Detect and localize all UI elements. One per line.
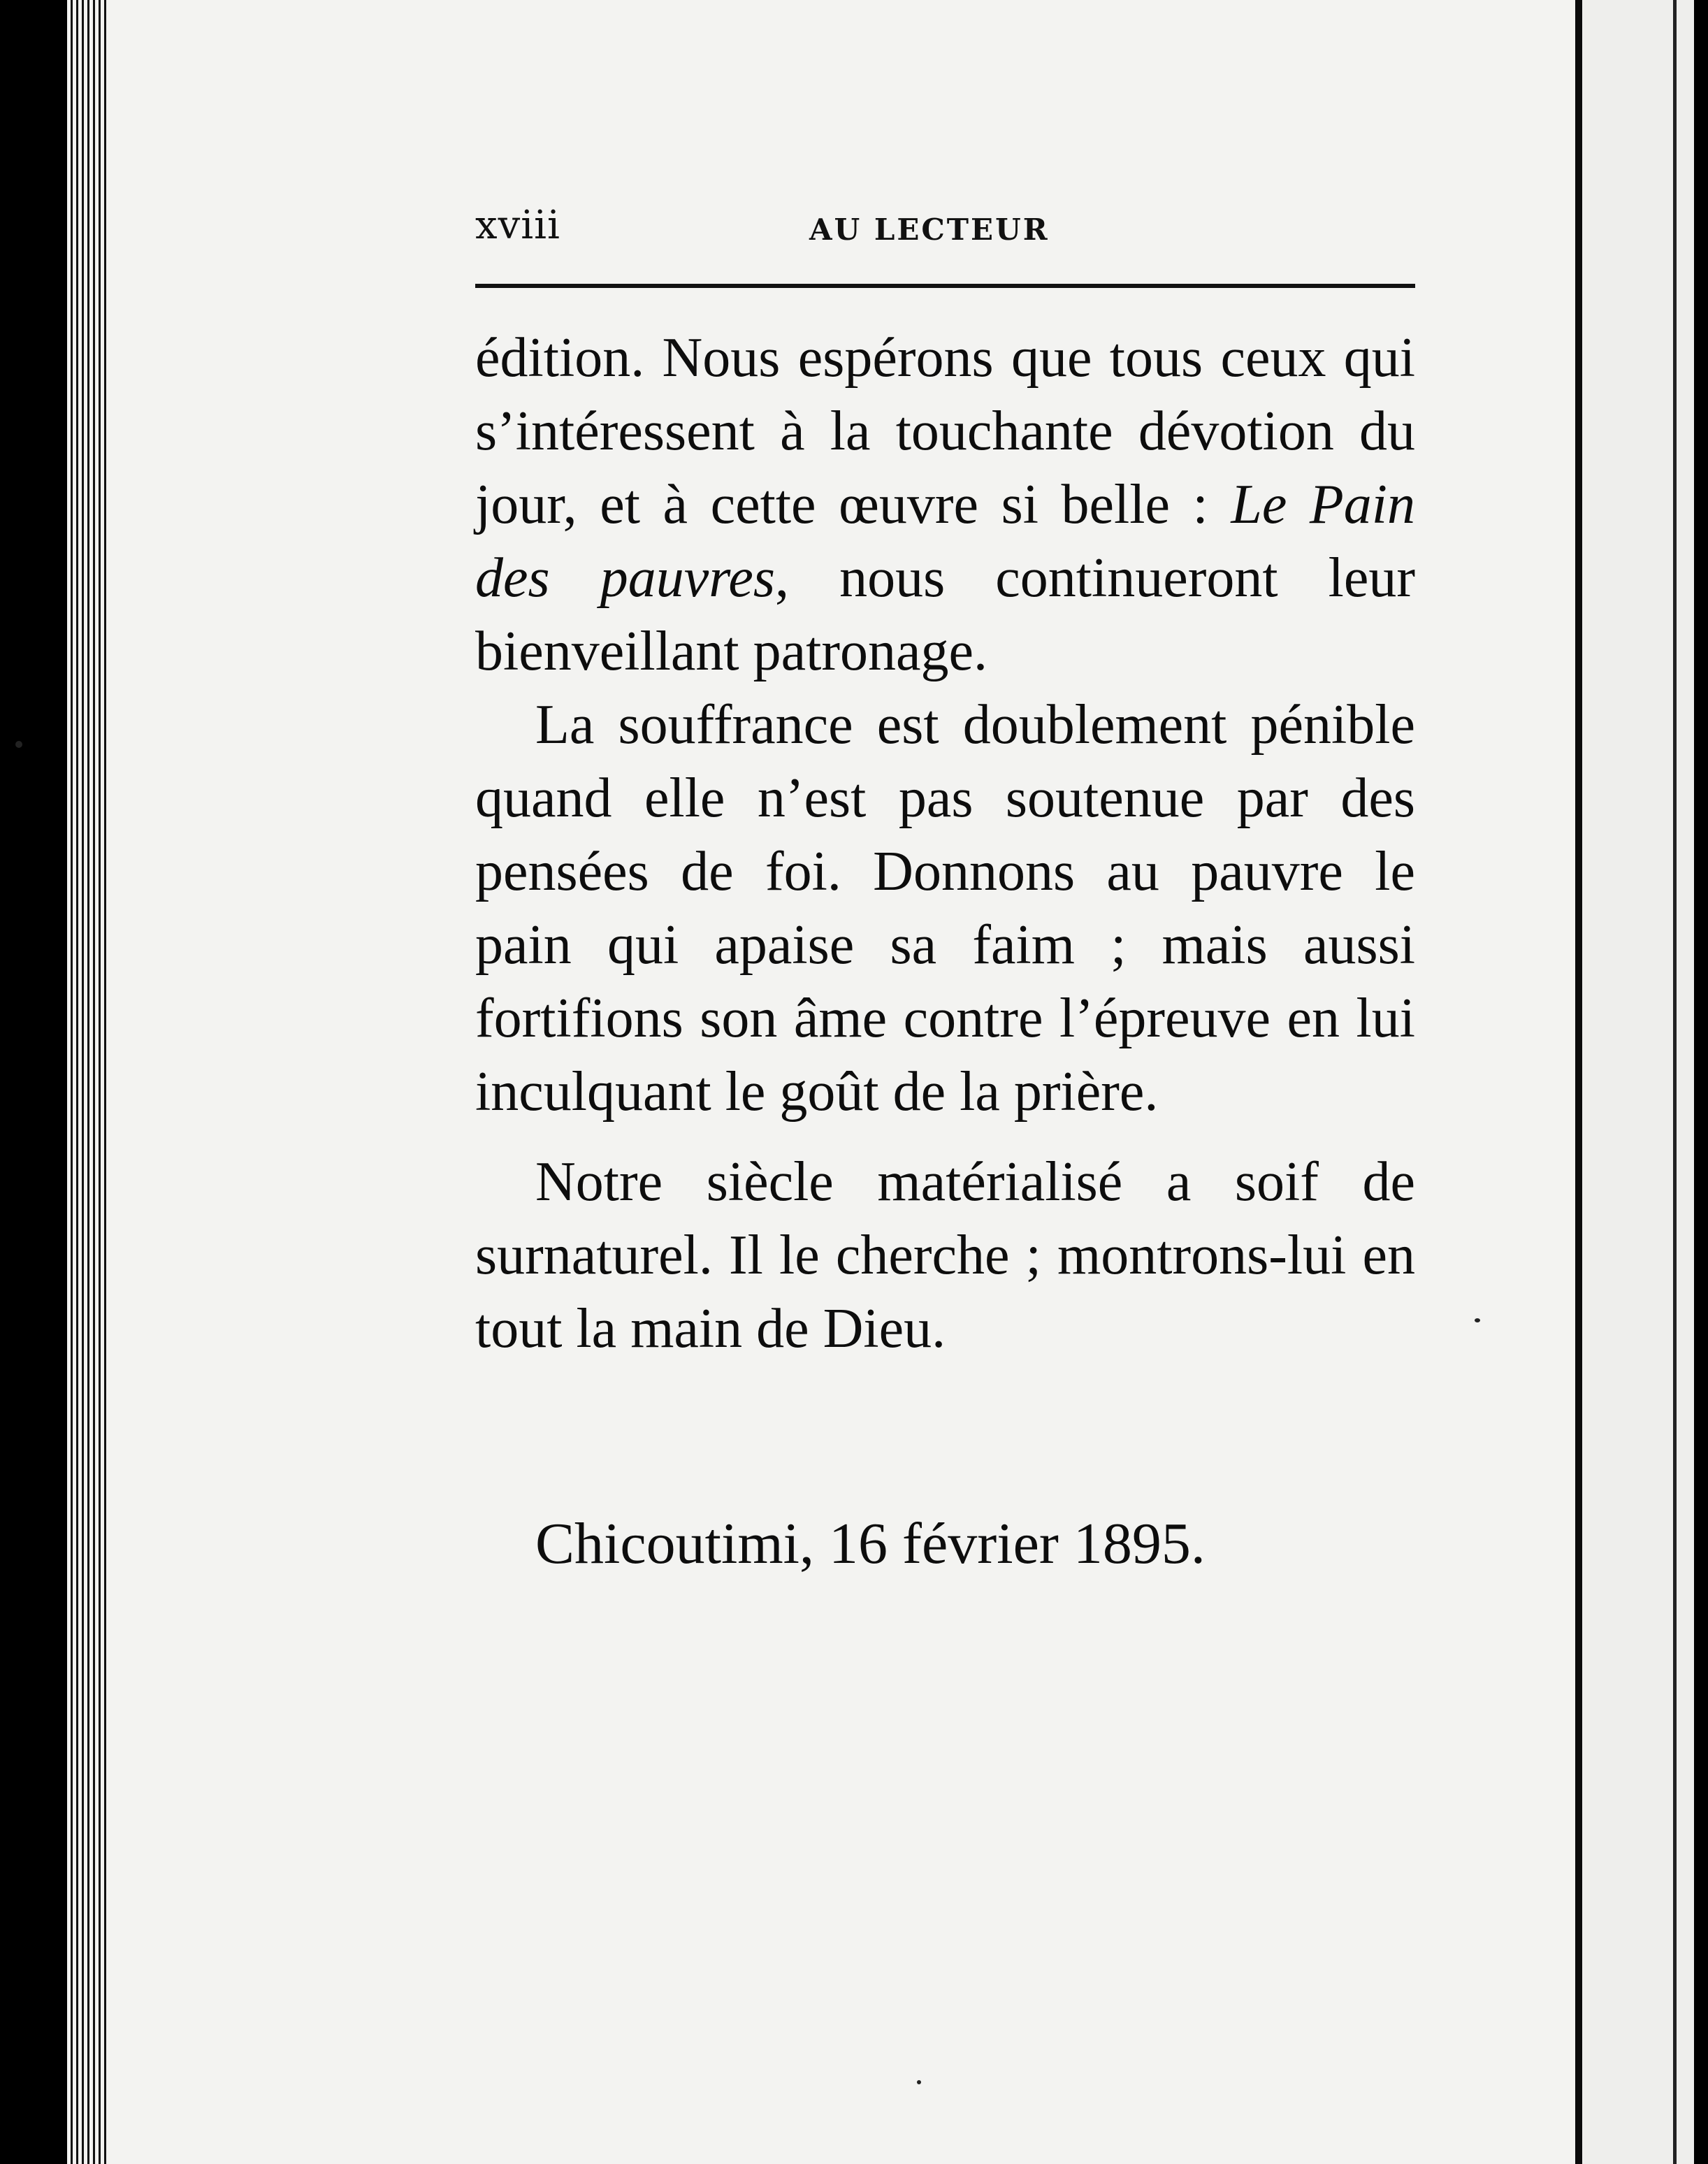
paragraph-1-tail: , nous continueront leur bienveillant patronage. — [475, 547, 1416, 682]
paragraph-1-text: édition. Nous espérons que tous ceux qui s’intéressent à la touchante dévotion du jour, et à cette œuvre si belle : — [475, 327, 1415, 535]
facing-page-strip — [1582, 0, 1694, 2164]
page-number: xviii — [475, 203, 560, 248]
dateline: Chicoutimi, 16 février 1895. — [535, 1511, 1206, 1576]
speck — [1475, 1318, 1480, 1322]
facing-page-border — [1673, 0, 1677, 2164]
running-head: AU LECTEUR — [809, 212, 1050, 247]
paragraph-1 — [475, 322, 1415, 688]
header-rule — [475, 284, 1415, 288]
page-header — [475, 203, 1415, 259]
book-gutter — [67, 0, 108, 2164]
paragraph-3: Notre siècle matérialisé a soif de surnaturel. Il le cherche ; montrons-lui en tout la main de Dieu. — [475, 1151, 1415, 1359]
body-text — [475, 322, 1415, 1366]
speck — [917, 2080, 921, 2084]
book-title-italic: Le Pain des pauvres — [475, 474, 1416, 609]
paragraph-2: La souffrance est doublement pénible quand elle n’est pas soutenue par des pensées de foi. Donnons au pauvre le pain qui apaise sa faim ; mais aussi fortifions son âme contre l’épreuve en lui inculquant le goût de la prière. — [475, 694, 1415, 1123]
page-edge-shadow — [1575, 0, 1582, 2164]
speck — [15, 741, 22, 748]
